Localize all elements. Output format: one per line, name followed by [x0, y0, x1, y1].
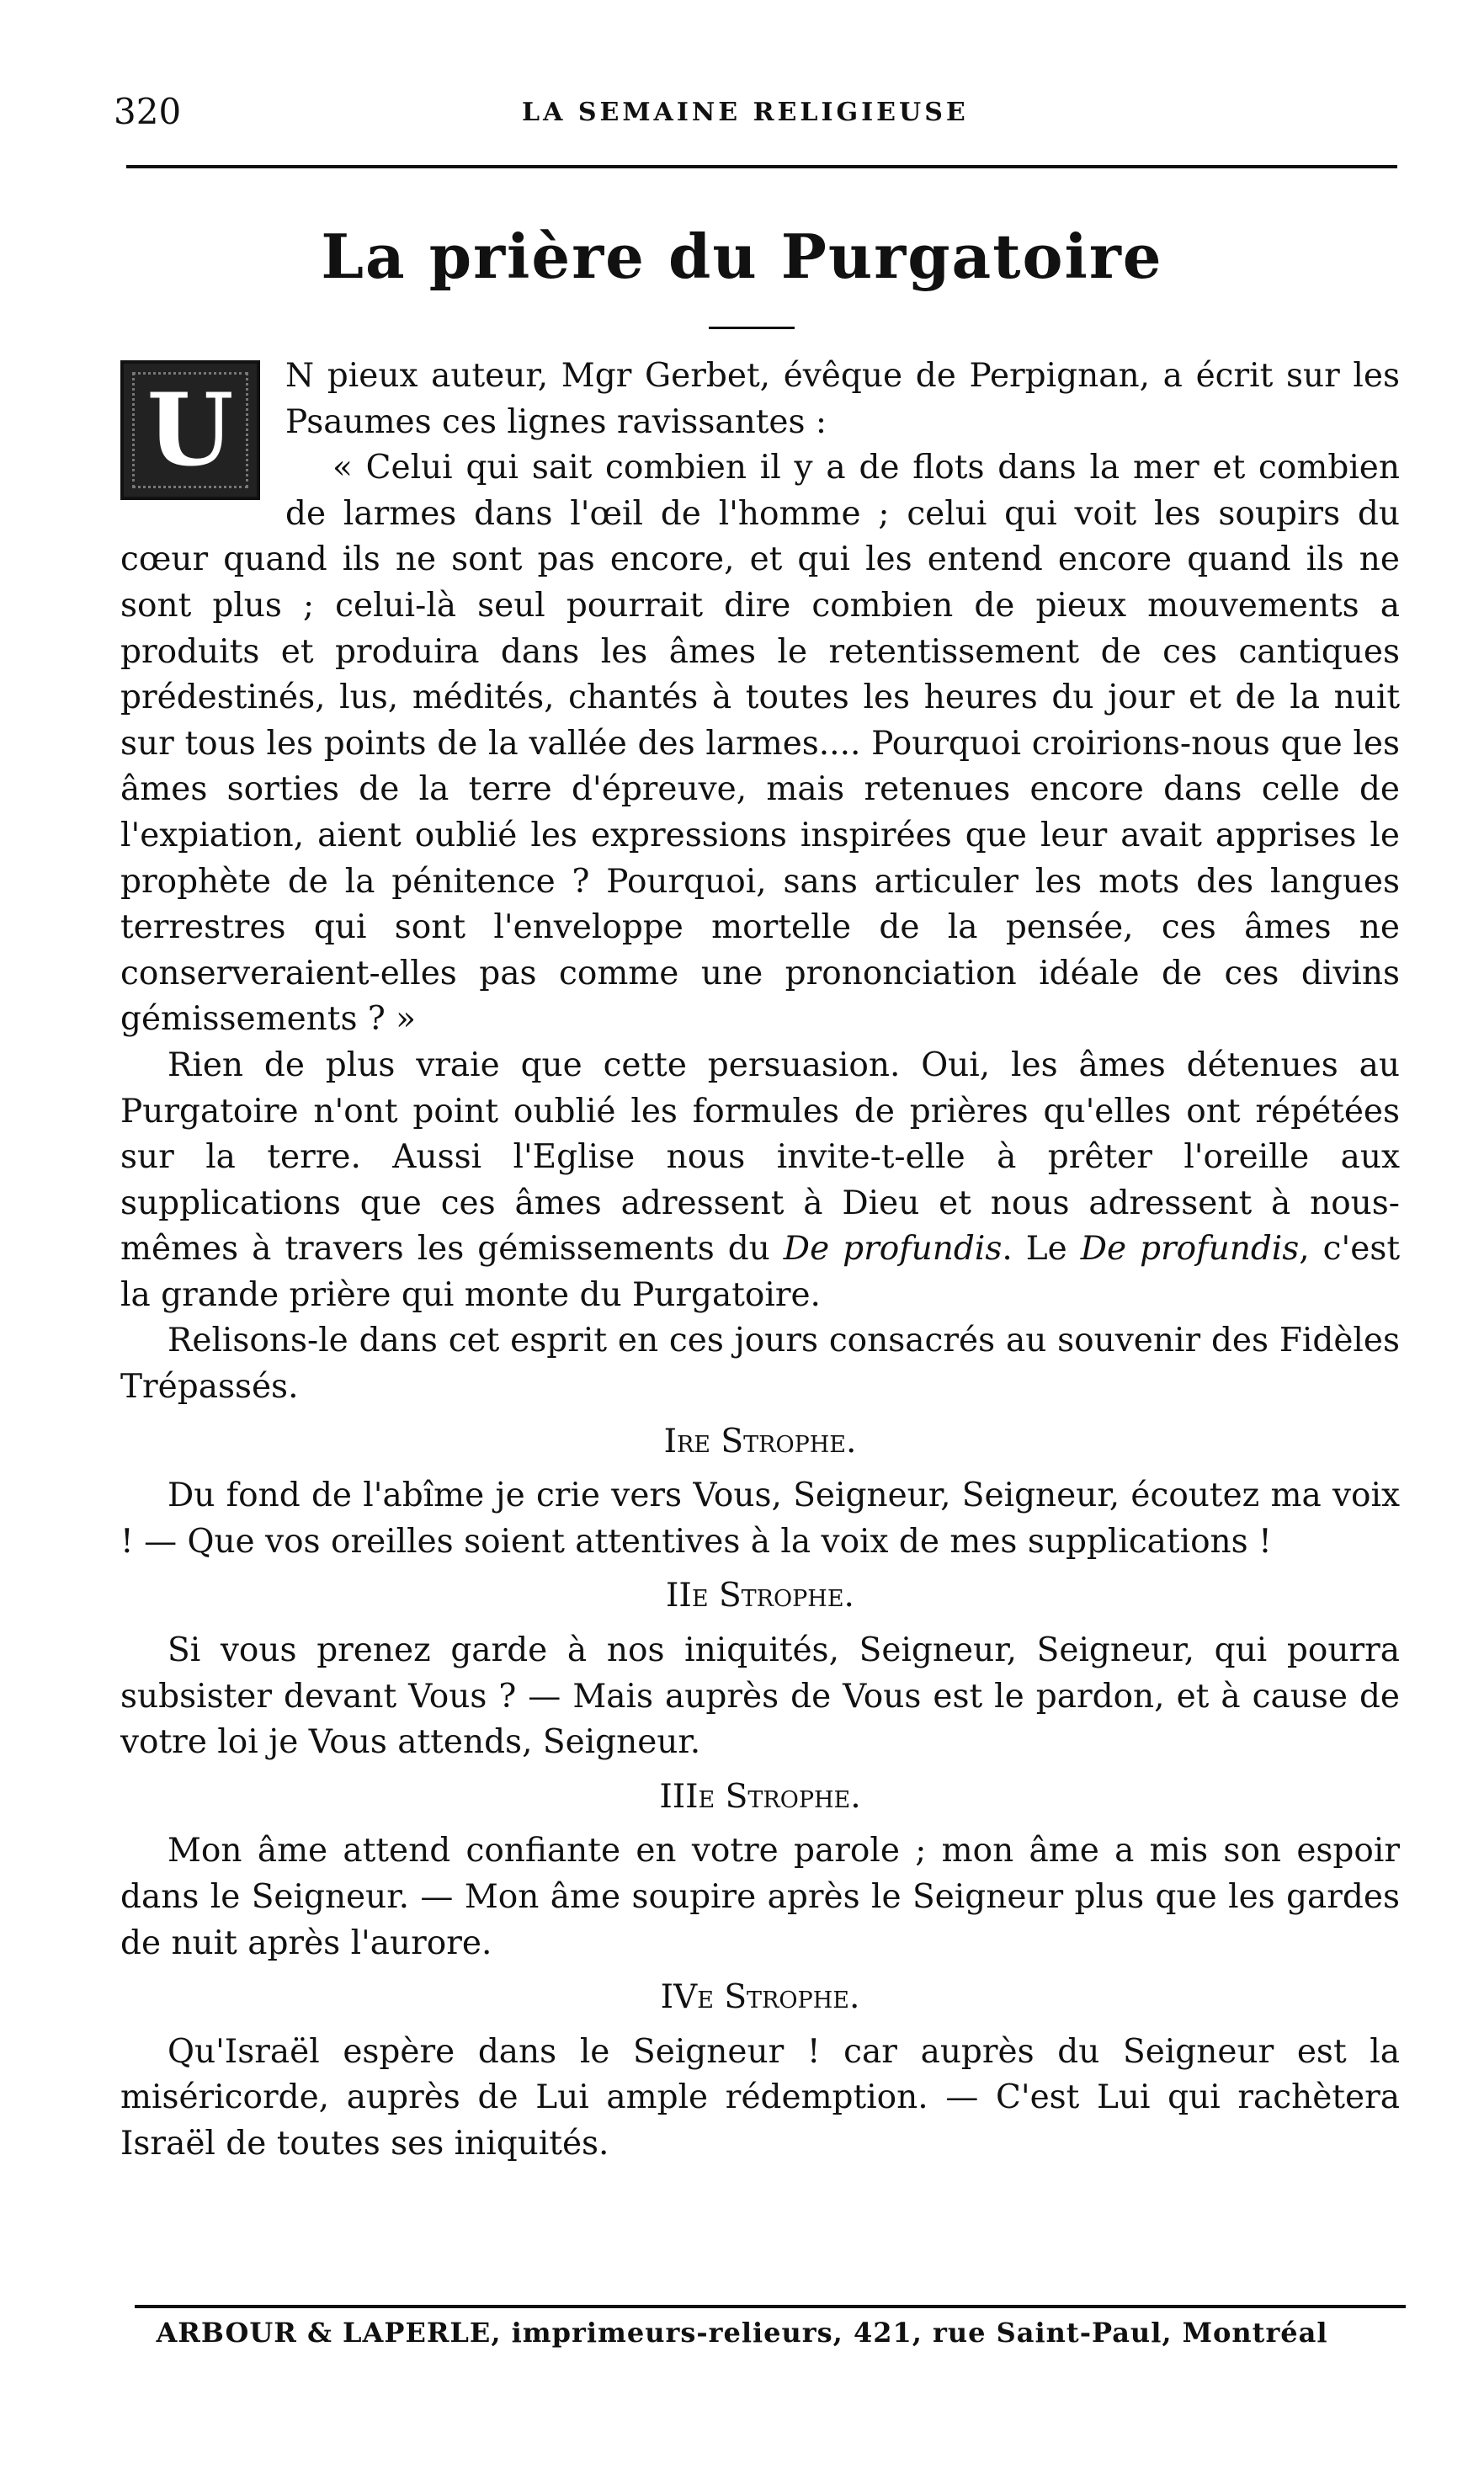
printer-imprint: ARBOUR & LAPERLE, imprimeurs-relieurs, 421, rue Saint-Paul, Montréal: [156, 2317, 1328, 2349]
paragraph-persuasion-text: Rien de plus vraie que cette persuasion. Oui, les âmes détenues au Purgatoire n'ont point oublié les formules de prières qu'elles ont répétées sur la terre. Aussi l'Eglise nous invite-t-elle à prêter l'oreille aux supplications que ces âmes adressent à Dieu et nous adressent à nous-mêmes à travers les gémissements du: [120, 1046, 1400, 1269]
footer-rule: [135, 2305, 1406, 2308]
paragraph-quote: « Celui qui sait combien il y a de flots dans la mer et combien de larmes dans l'œil de l'homme ; celui qui voit les soupirs du cœur quand ils ne sont pas encore, et qui les entend encore quand ils ne sont plus ; celui-là seul pourrait dire combien de pieux mouvements a produits et produira dans les âmes le retentissement de ces cantiques prédestinés, lus, médités, chantés à toutes les heures du jour et de la nuit sur tous les points de la vallée des larmes.... Pourquoi croirions-nous que les âmes sorties de la terre d'épreuve, mais retenues encore dans celle de l'expiation, aient oublié les expressions inspirées que leur avait apprises le prophète de la pénitence ? Pourquoi, sans articuler les mots des langues terrestres qui sont l'enveloppe mortelle de la pensée, ces âmes ne conserveraient-elles pas comme une prononciation idéale de ces divins gémissements ? »: [120, 449, 1400, 1039]
ornamental-dropcap-icon: [120, 360, 260, 500]
title-rule: [709, 327, 795, 329]
de-profundis-italic: De profundis: [1080, 1230, 1300, 1269]
strophe-text: Du fond de l'abîme je crie vers Vous, Seigneur, Seigneur, écoutez ma voix ! — Que vos oreilles soient attentives à la voix de mes supplications !: [120, 1477, 1400, 1561]
strophe-text: Qu'Israël espère dans le Seigneur ! car auprès du Seigneur est la miséricorde, auprès de Lui ample rédemption. — C'est Lui qui rachètera Israël de toutes ses iniquités.: [120, 2032, 1400, 2163]
strophe-text: Mon âme attend confiante en votre parole ; mon âme a mis son espoir dans le Seigneur. — Mon âme soupire après le Seigneur plus que les gardes de nuit après l'aurore.: [120, 1832, 1400, 1962]
running-head: LA SEMAINE RELIGIEUSE: [522, 98, 969, 127]
dropcap-ornament: [132, 372, 248, 488]
header-rule: [126, 165, 1397, 168]
paragraph-persuasion-mid: . Le: [1002, 1230, 1067, 1269]
article-title: La prière du Purgatoire: [321, 221, 1163, 292]
strophe-heading: IIIe Strophe.: [659, 1777, 861, 1816]
paragraph-intro: [120, 354, 1400, 488]
article-body: [120, 354, 1400, 2168]
dropcap-letter: U: [146, 371, 234, 488]
strophe-heading: IVe Strophe.: [660, 1978, 860, 2017]
paragraph-intro-text: N pieux auteur, Mgr Gerbet, évêque de Perpignan, a écrit sur les Psaumes ces lignes ravissantes :: [285, 357, 1400, 441]
page-number: 320: [114, 91, 182, 132]
paragraph-persuasion-end: , c'est la grande prière qui monte du Purgatoire.: [120, 1230, 1401, 1314]
strophe-heading: Ire Strophe.: [663, 1422, 857, 1461]
paragraph-persuasion: [120, 1043, 1400, 1319]
strophe-heading: IIe Strophe.: [666, 1577, 854, 1615]
de-profundis-italic: De profundis: [783, 1230, 1003, 1269]
paragraph-relisons: Relisons-le dans cet esprit en ces jours consacrés au souvenir des Fidèles Trépassés.: [120, 1322, 1400, 1407]
strophe-text: Si vous prenez garde à nos iniquités, Seigneur, Seigneur, qui pourra subsister devant Vous ? — Mais auprès de Vous est le pardon, et à cause de votre loi je Vous attends, Seigneur.: [120, 1631, 1400, 1762]
